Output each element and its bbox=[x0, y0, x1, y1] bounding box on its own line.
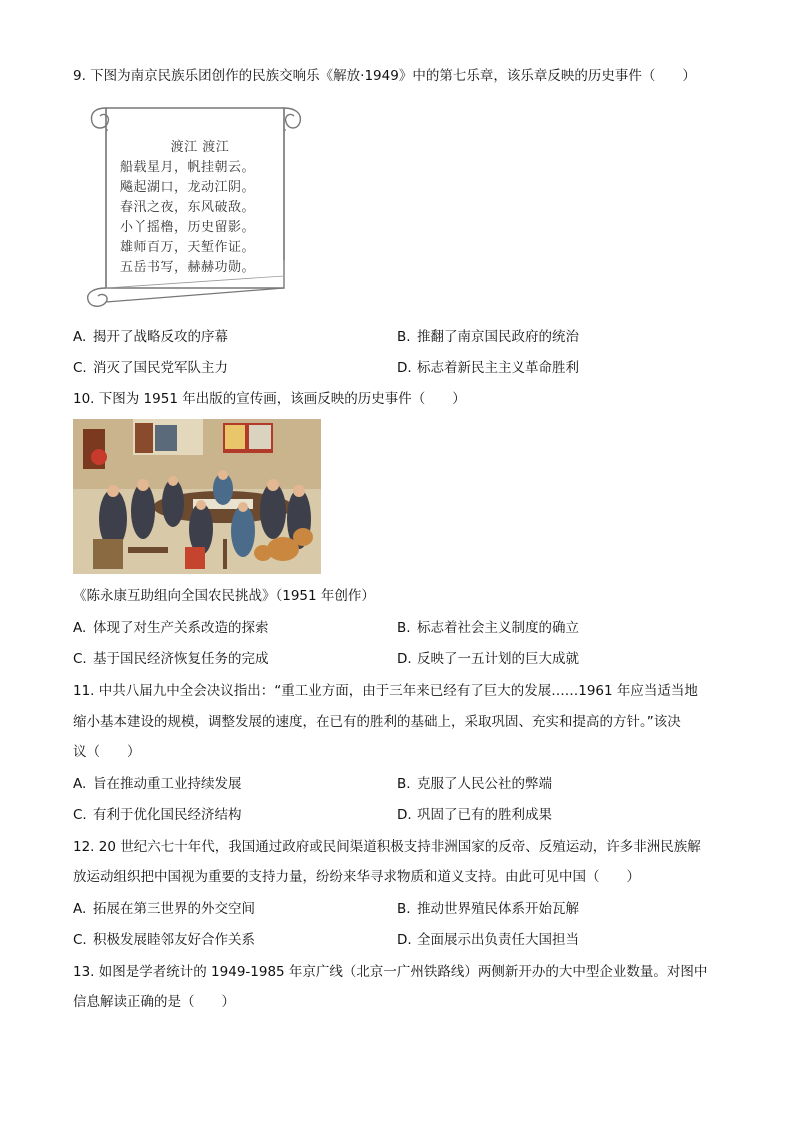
poem-line: 春汛之夜，东风破敌。 bbox=[120, 200, 256, 215]
question-9-stem: 9. 下图为南京民族乐团创作的民族交响乐《解放·1949》中的第七乐章，该乐章反映的历史事件（ ） bbox=[73, 68, 696, 84]
painting-caption: 《陈永康互助组向全国农民挑战》（1951 年创作） bbox=[73, 588, 375, 604]
question-13-stem-line-2: 信息解读正确的是（ ） bbox=[73, 994, 235, 1010]
q10-option-a[interactable]: A. 体现了对生产关系改造的探索 bbox=[73, 620, 269, 636]
q12-option-b[interactable]: B. 推动世界殖民体系开始瓦解 bbox=[397, 901, 579, 917]
painting-image bbox=[73, 419, 321, 574]
poem-line: 雄师百万，天堑作证。 bbox=[120, 240, 256, 255]
poem-line: 飚起湖口，龙动江阴。 bbox=[120, 180, 256, 195]
q11-option-a[interactable]: A. 旨在推动重工业持续发展 bbox=[73, 776, 242, 792]
q9-option-a[interactable]: A. 揭开了战略反攻的序幕 bbox=[73, 329, 228, 345]
question-11-stem-line-3: 议（ ） bbox=[73, 744, 141, 760]
poem-line: 船载星月，帆挂朝云。 bbox=[120, 160, 256, 175]
question-13-stem-line-1: 13. 如图是学者统计的 1949-1985 年京广线（北京一广州铁路线）两侧新开办的大中型企业数量。对图中 bbox=[73, 964, 708, 980]
scroll-figure bbox=[84, 100, 306, 310]
q11-option-c[interactable]: C. 有利于优化国民经济结构 bbox=[73, 807, 242, 823]
q10-option-d[interactable]: D. 反映了一五计划的巨大成就 bbox=[397, 651, 579, 667]
propaganda-painting bbox=[73, 419, 321, 574]
q12-option-c[interactable]: C. 积极发展睦邻友好合作关系 bbox=[73, 932, 255, 948]
poem-title: 渡江 渡江 bbox=[170, 140, 230, 155]
q9-option-d[interactable]: D. 标志着新民主主义革命胜利 bbox=[397, 360, 579, 376]
q9-option-c[interactable]: C. 消灭了国民党军队主力 bbox=[73, 360, 228, 376]
question-12-stem-line-1: 12. 20 世纪六七十年代，我国通过政府或民间渠道积极支持非洲国家的反帝、反殖运动，许多非洲民族解 bbox=[73, 839, 701, 855]
q10-option-c[interactable]: C. 基于国民经济恢复任务的完成 bbox=[73, 651, 269, 667]
question-11-stem-line-1: 11. 中共八届九中全会决议指出：“重工业方面，由于三年来已经有了巨大的发展……1961 年应当适当地 bbox=[73, 683, 698, 699]
question-10-stem: 10. 下图为 1951 年出版的宣传画，该画反映的历史事件（ ） bbox=[73, 391, 466, 407]
q11-option-d[interactable]: D. 巩固了已有的胜利成果 bbox=[397, 807, 552, 823]
question-11-stem-line-2: 缩小基本建设的规模，调整发展的速度，在已有的胜利的基础上，采取巩固、充实和提高的方针。”该决 bbox=[73, 714, 681, 730]
q11-option-b[interactable]: B. 克服了人民公社的弊端 bbox=[397, 776, 552, 792]
q12-option-a[interactable]: A. 拓展在第三世界的外交空间 bbox=[73, 901, 255, 917]
poem-text bbox=[120, 138, 270, 278]
q12-option-d[interactable]: D. 全面展示出负责任大国担当 bbox=[397, 932, 579, 948]
q10-option-b[interactable]: B. 标志着社会主义制度的确立 bbox=[397, 620, 579, 636]
poem-line: 小丫摇橹，历史留影。 bbox=[120, 220, 256, 235]
question-12-stem-line-2: 放运动组织把中国视为重要的支持力量，纷纷来华寻求物质和道义支持。由此可见中国（ ） bbox=[73, 869, 640, 885]
q9-option-b[interactable]: B. 推翻了南京国民政府的统治 bbox=[397, 329, 579, 345]
poem-line: 五岳书写，赫赫功勋。 bbox=[120, 260, 256, 275]
